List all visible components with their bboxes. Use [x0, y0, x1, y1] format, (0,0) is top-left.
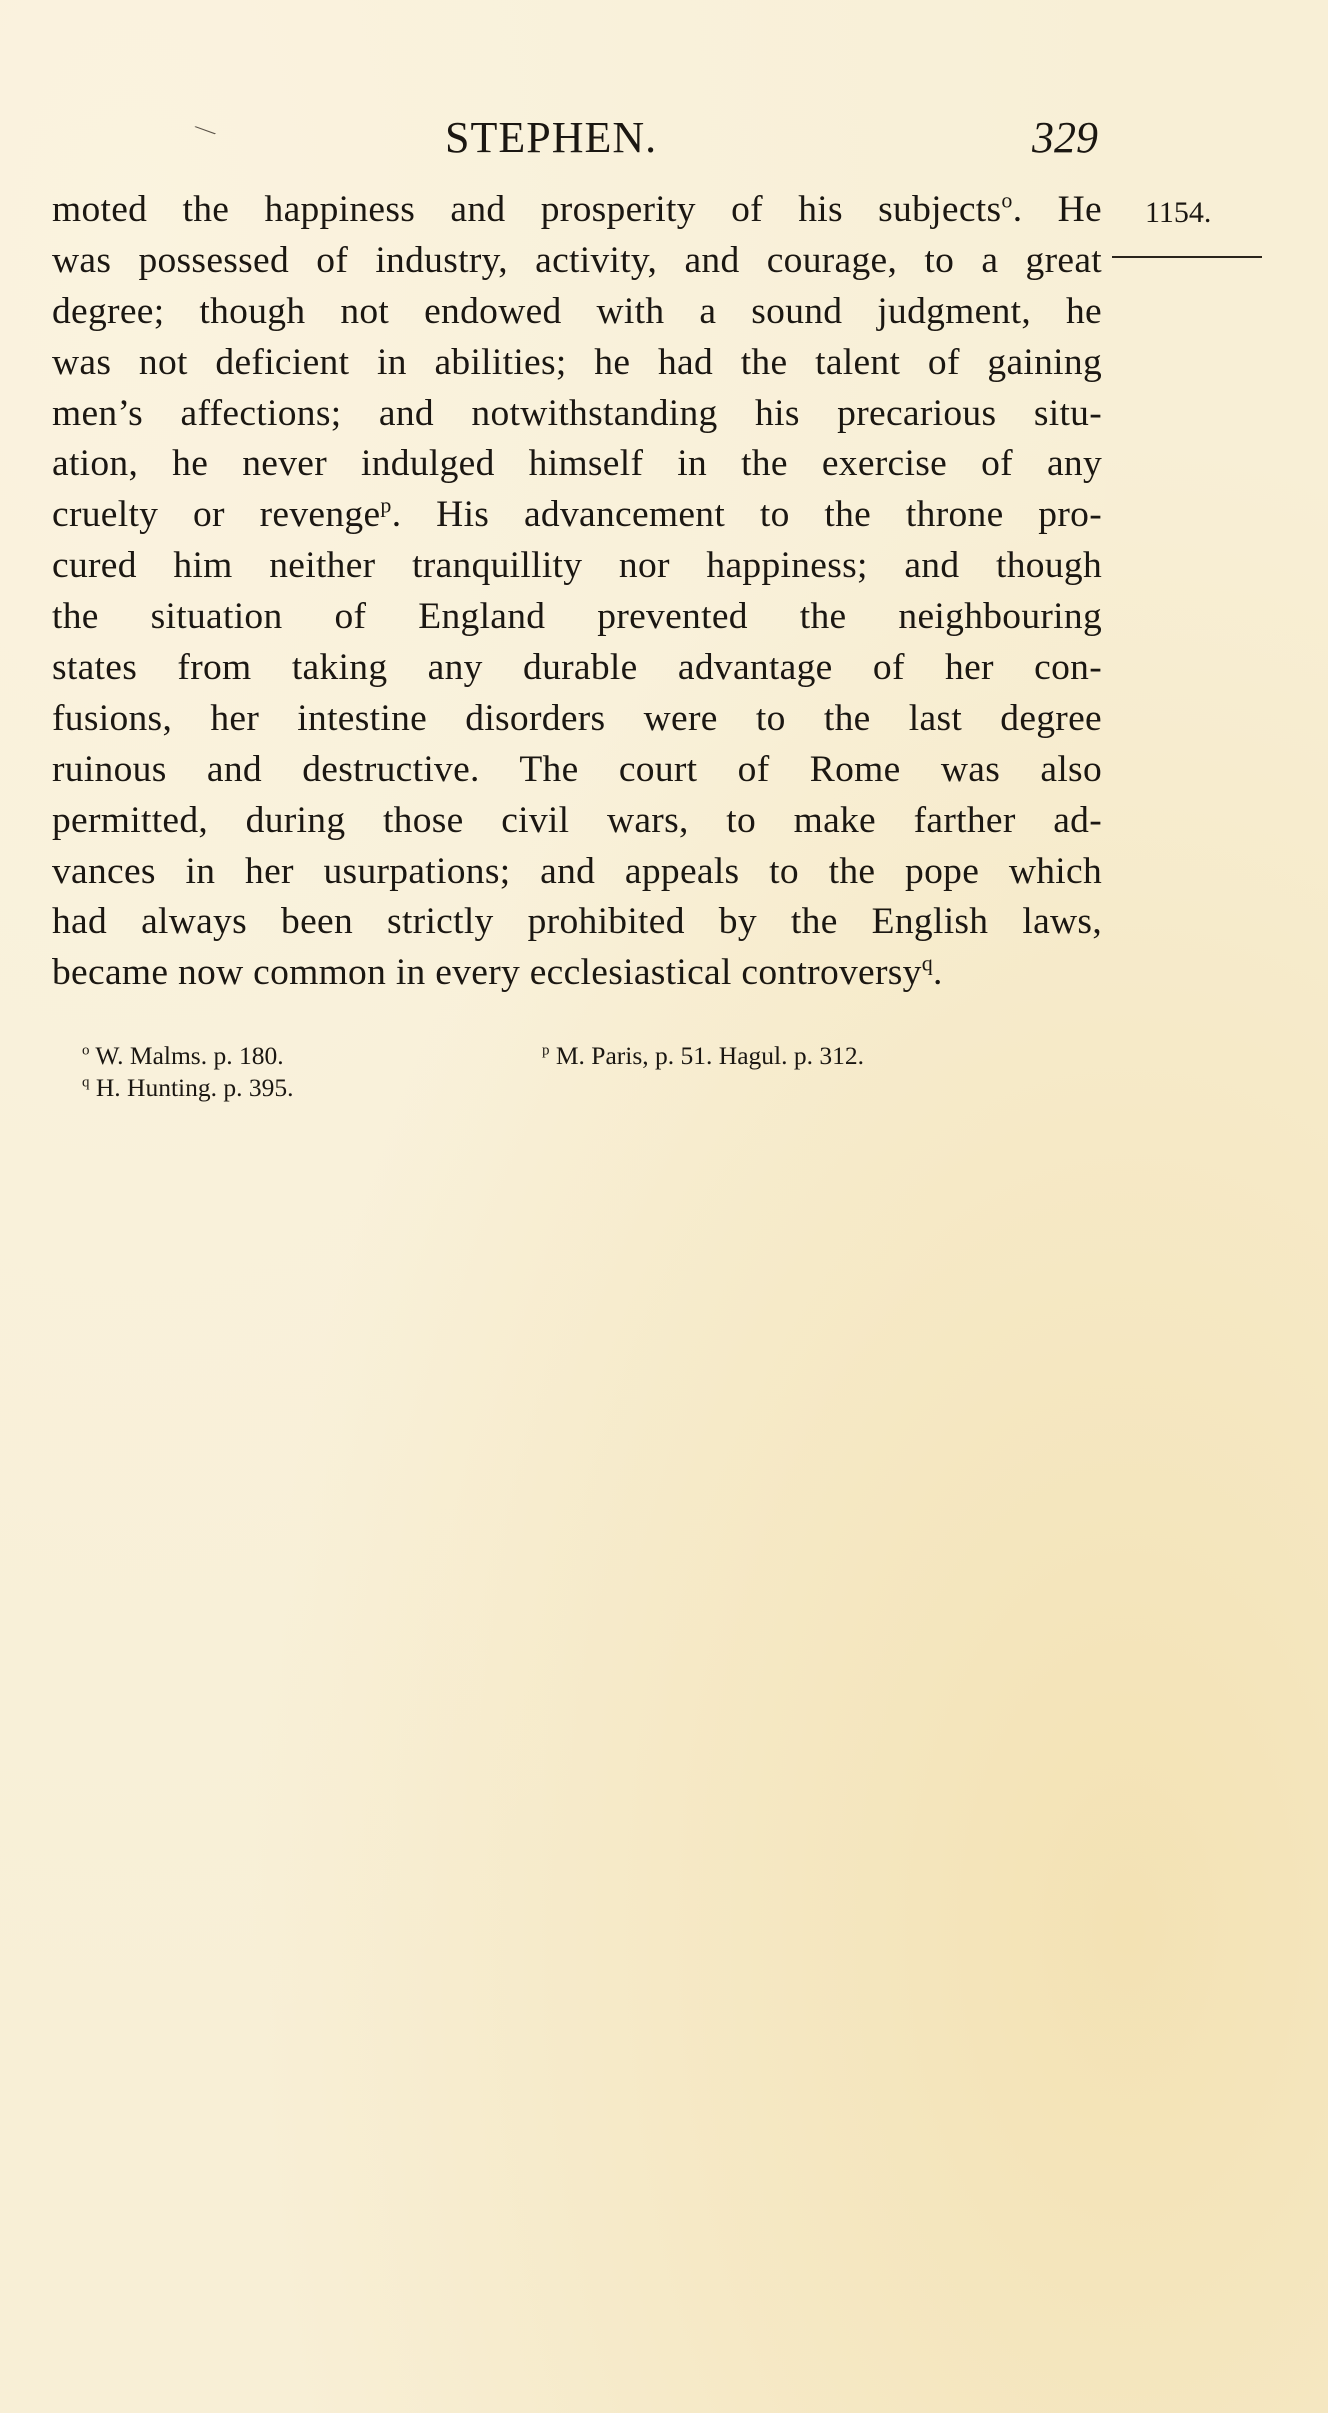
body-line-16: became now common in every ecclesiastical controversy$^q$. [52, 950, 943, 994]
body-line-7: cruelty or revenge$^p$. His advancement to the throne pro- [52, 492, 1102, 536]
footnote-ref-p: p [380, 492, 392, 518]
footnote-q: $^q$ H. Hunting. p. 395. [82, 1073, 294, 1102]
body-line-5: men’s affections; and notwithstanding his precarious situ- [52, 392, 1102, 434]
footnotes [82, 1040, 1062, 1104]
footnote-row-1 [82, 1040, 1062, 1072]
printer-tick-mark: ⟍ [192, 115, 219, 146]
body-line-8: cured him neither tranquillity nor happiness; and though [52, 545, 1102, 587]
margin-year: 1154. [1145, 196, 1212, 229]
body-line-14: vances in her usurpations; and appeals to the pope which [52, 850, 1102, 892]
body-line-6: ation, he never indulged himself in the exercise of any [52, 443, 1102, 485]
body-line-13: permitted, during those civil wars, to make farther ad- [52, 799, 1102, 841]
running-title: STEPHEN. [445, 113, 658, 162]
body-line-4: was not deficient in abilities; he had the talent of gaining [52, 341, 1102, 383]
footnote-p: $^p$ M. Paris, p. 51. Hagul. p. 312. [542, 1041, 864, 1070]
body-line-2: was possessed of industry, activity, and courage, to a great [52, 239, 1102, 281]
footnote-o: $^o$ W. Malms. p. 180. [82, 1041, 284, 1070]
body-line-15: had always been strictly prohibited by the English laws, [52, 901, 1102, 943]
body-line-9: the situation of England prevented the neighbouring [52, 596, 1102, 638]
body-paragraph [52, 185, 1102, 999]
footnote-row-2 [82, 1072, 1062, 1104]
body-line-1: moted the happiness and prosperity of his subjects$^o$. He [52, 187, 1102, 230]
body-line-11: fusions, her intestine disorders were to the last degree [52, 697, 1102, 739]
body-line-12: ruinous and destructive. The court of Rome was also [52, 748, 1102, 790]
body-line-3: degree; though not endowed with a sound judgment, he [52, 290, 1102, 332]
margin-rule [1112, 256, 1262, 258]
page-number: 329 [1032, 113, 1098, 162]
footnote-ref-o: o [1001, 187, 1013, 213]
footnote-ref-q: q [921, 950, 934, 976]
body-line-10: states from taking any durable advantage of her con- [52, 647, 1102, 689]
